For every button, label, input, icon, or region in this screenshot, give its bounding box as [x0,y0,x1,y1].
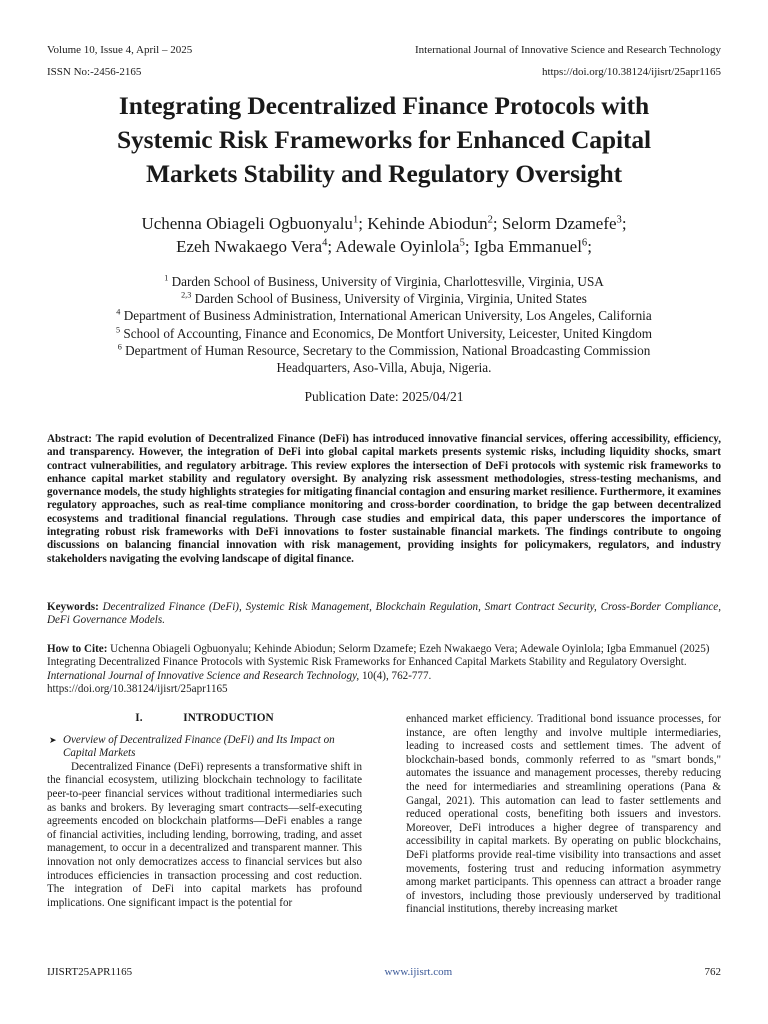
affiliation [40,290,728,307]
paper-title [40,89,728,191]
arrow-bullet-icon: ➤ [49,734,57,745]
author-name: Ezeh Nwakaego Vera [176,237,323,256]
affiliation-sup: 2,3 [181,290,192,300]
journal-name: International Journal of Innovative Science and Research Technology [414,44,721,56]
affiliation-sup: 5 [116,325,121,335]
author-line [40,212,728,235]
author-sup: 3 [616,214,622,226]
affiliation-sup: 4 [116,308,121,318]
doi-link[interactable]: https://doi.org/10.38124/ijisrt/25apr1165 [541,66,721,78]
affiliation-text: Headquarters, Aso-Villa, Abuja, Nigeria. [276,360,492,376]
author-sep: ; [587,237,592,256]
running-header [47,44,721,57]
citation-tail: 10(4), 762-777. [359,669,432,682]
page-number: 762 [704,966,721,978]
affiliation-sup: 6 [117,342,122,352]
abstract-label: Abstract: [47,433,92,445]
body-paragraph: enhanced market efficiency. Traditional bond issuance processes, for instance, are often lengthy and involve multiple intermediaries, leading to increased costs and settlement times. The advent of blockchain-based bonds, commonly referred to as "smart bonds," automates the issuance and management processes, thereby reducing the need for intermediaries and streamlining operations (Pana & Gangal, 2021). This automation can lead to faster settlements and reduced operational costs, benefiting both issuers and investors. Moreover, DeFi introduces a higher degree of transparency and accessibility in capital markets. By operating on public blockchains, DeFi platforms provide real-time visibility into transactions and asset movements, fostering trust and reducing information asymmetry among market participants. This openness can attract a broader range of investors, including those previously underserved by traditional financial institutions, thereby increasing market [406,713,721,916]
affiliation-text: Darden School of Business, University of Virginia, Virginia, United States [191,291,587,307]
volume-info: Volume 10, Issue 4, April – 2025 [47,44,193,56]
affiliation [40,273,728,290]
author-sup: 5 [459,237,465,249]
affiliation [40,325,728,342]
subsection-title: Overview of Decentralized Finance (DeFi) and Its Impact on Capital Markets [63,733,335,760]
author-sep: ; [327,237,336,256]
publication-date: Publication Date: 2025/04/21 [304,389,464,404]
author-sep: ; [621,214,627,233]
author-name: Selorm Dzamefe [501,214,617,233]
abstract-text: The rapid evolution of Decentralized Finance (DeFi) has introduced innovative financial services, offering accessibility, efficiency, and transparency. However, the integration of DeFi into global capital markets presents systemic risks, including liquidity shocks, smart contract vulnerabilities, and regulatory arbitrage. This review explores the intersection of DeFi protocols with systemic risk frameworks to enhance capital market stability and regulatory oversight. By analyzing risk assessment methodologies, stress-testing mechanisms, and governance models, the study highlights strategies for mitigating financial contagion and ensuring market resilience. Furthermore, it examines regulatory approaches, such as real-time compliance monitoring and cross-border coordination, to bridge the gap between decentralized ecosystems and traditional financial regulations. Through case studies and empirical data, this paper underscores the importance of integrating robust risk frameworks with DeFi innovations to foster sustainable financial markets. The findings contribute to ongoing discussions on balancing financial innovation with risk management, providing insights for policymakers, regulators, and industry stakeholders navigating the evolving landscape of digital finance. [47,433,721,565]
affiliation [40,342,728,359]
subsection-heading [47,734,362,761]
author-sup: 1 [352,214,359,226]
how-to-cite [47,643,721,696]
affiliation [40,307,728,324]
author-sep: ; [492,214,502,233]
page-footer [47,966,721,978]
title-line: Markets Stability and Regulatory Oversight [145,159,623,188]
author-sup: 6 [581,237,588,249]
article-id: IJISRT25APR1165 [47,966,133,978]
author-sep: ; [464,237,474,256]
author-list [40,212,728,258]
body-column-left [47,712,362,910]
keywords-label: Keywords: [47,601,99,613]
affiliation-text: Department of Human Resource, Secretary to the Commission, National Broadcasting Commission [121,342,651,358]
citation-doi-link[interactable]: https://doi.org/10.38124/ijisrt/25apr1165 [47,682,228,695]
affiliation-list [40,273,728,376]
how-to-cite-label: How to Cite: [47,643,108,655]
title-line: Systemic Risk Frameworks for Enhanced Capital [116,125,652,154]
body-paragraph: Decentralized Finance (DeFi) represents a transformative shift in the financial ecosystem, utilizing blockchain technology to facilitate peer-to-peer financial services without traditional intermediaries such as banks and brokers. By leveraging smart contracts—self-executing agreements encoded on blockchain platforms—DeFi enables a range of financial activities, including lending, borrowing, trading, and asset management, to occur in a decentralized and transparent manner. This innovation not only democratizes access to financial services but also introduces efficiencies in transaction processing and cost reduction. The integration of DeFi into capital markets has profound implications. One significant impact is the potential for [47,760,362,909]
author-line [40,235,728,258]
author-name: Uchenna Obiageli Ogbuonyalu [141,214,353,233]
journal-url-link[interactable]: www.ijisrt.com [384,966,453,978]
issn: ISSN No:-2456-2165 [47,66,142,78]
author-sup: 2 [487,214,493,226]
section-number: I. [135,712,143,724]
section-title: INTRODUCTION [183,712,274,724]
affiliation-sup: 1 [164,273,169,283]
body-column-right [406,713,721,917]
author-sep: ; [358,214,368,233]
author-name: Kehinde Abiodun [367,214,488,233]
running-header-2 [47,66,721,79]
author-name: Adewale Oyinlola [335,237,460,256]
section-heading [47,712,362,726]
affiliation-text: Department of Business Administration, International American University, Los Angeles, California [120,308,652,324]
affiliation-text: School of Accounting, Finance and Economics, De Montfort University, Leicester, United Kingdom [120,325,652,341]
keywords [47,601,721,628]
affiliation-text: Darden School of Business, University of Virginia, Charlottesville, Virginia, USA [168,274,604,289]
keywords-text: Decentralized Finance (DeFi), Systemic Risk Management, Blockchain Regulation, Smart Contract Security, Cross-Border Compliance, DeFi Governance Models. [47,601,721,627]
author-sup: 4 [322,237,328,249]
affiliation [40,359,728,376]
title-line: Integrating Decentralized Finance Protocols with [118,91,650,120]
abstract [47,433,721,566]
citation-text: Uchenna Obiageli Ogbuonyalu; Kehinde Abiodun; Selorm Dzamefe; Ezeh Nwakaego Vera; Adewale Oyinlola; Igba Emmanuel (2025) Integrating Decentralized Finance Protocols with Systemic Risk Frameworks for Enhanced Capital Markets Stability and Regulatory Oversight. [47,643,710,669]
author-name: Igba Emmanuel [473,237,582,256]
citation-journal: International Journal of Innovative Science and Research Technology, [47,669,360,682]
